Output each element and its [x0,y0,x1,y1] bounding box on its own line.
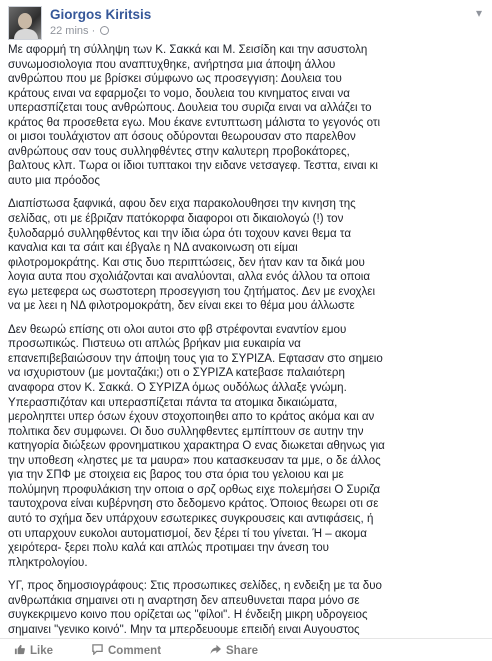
avatar[interactable] [8,6,42,40]
share-label: Share [226,645,258,657]
avatar-body [14,29,38,40]
author-name[interactable]: Giorgos Kiritsis [50,7,152,22]
post-meta [50,25,109,37]
post-time[interactable]: 22 mins [50,25,89,37]
thumbs-up-icon [14,644,25,655]
post-paragraph-3: Δεν θεωρώ επίσης οτι ολοι αυτοι στο φβ στρέφονται εναντίον εμου προσωπικώς. Πιστευω οτι απλώς βρήκαν μια ευκαιρία να επανεπιβεβαιώσουν την άποψη τους για το ΣΥΡΙΖΑ. Εφτασαν στο σημειο να ισχυριστουν (με μονταζάκι;) οτι ο ΣΥΡΙΖΑ κατεβασε παλαιότερη αναφορα στον Κ. Σακκά. Ο ΣΥΡΙΖΑ όμως ουδόλως άλλαξε γνώμη. Υπερασπιζόταν και υπερασπίζεται πάντα τα ατομικα δικαιώματα, μεροληπτει υπερ όσων έχουν στοχοποιηθει απο το κράτος ακόμα και αν πολιτικα δεν συμφωνει. Οι δυο συλληφθεντες εμπίπτουν σε αυτην την κατηγορία διώξεων φρονηματικου χαρακτηρα Ο ενας διωκεται αθηνως για την υποθεση «ληστες με τα μαυρα» που κατασκευσαν τα μμε, ο δε άλλος για την ΣΠΦ με στοιχεια εις βαρος του στα όρια του γελοιου και με πολύμηνη προφυλάκιση την οποια ο σρζ ορθως ειχε πολεμήσει Ο Συριζα ταυτοχρονα είναι κυβέρνηση στο δεδομενο κράτος. Όποιος θεωρει οτι σε αυτό το σχήμα δεν υπάρχουν εσωτερικες συγκρουσεις και αντιφάσεις, ή οτι υπαρχουν ευκολοι αυτοματισμοί, δεν ξέρει τί του γίνεται. Ή – ακομα χειρότερα- ξερει πολυ καλά και απλώς προτιμαει την άνεση του πληκτρολογίου. [8,323,385,569]
comment-icon [92,644,103,655]
like-button[interactable] [14,644,53,657]
post-header [8,6,484,40]
post-paragraph-2: Διαπίστωσα ξαφνικά, αφου δεν ειχα παρακολουθησει την κινηση της σελίδας, οτι με έβριζαν πατόκορφα διαφοροι οτι δικαιολογώ (!) τον ξυλοδαρμό συλληφθέντος και την ίδια ώρα ότι τοχουν κανει θεμα τα καναλια και τα σάιτ και έβγαλε η ΝΔ ανακοινωση οτι είμαι φιλοτρομοκράτης. Και στις δυο περιπτώσεις, δεν ήταν καν τα δικά μου λογια αυτα που σχολιάζονται και αναλύονται, αλλα ενός άλλου τα οποια εγω μετεφερα ως σωστοτερη προσεγγιση του ζητήματος. Δεν με ενοχλει να με λεει η ΝΔ φιλοτρομοκράτη, δεν είναι εκει το θέμα μου άλλωστε [8,198,376,313]
friends-audience-icon[interactable] [100,26,109,35]
post-body [8,43,480,643]
share-button[interactable] [210,644,258,657]
share-icon [210,644,221,655]
comment-button[interactable] [92,644,161,657]
post-paragraph-4: ΥΓ, προς δημοσιογράφους: Στις προσωπικες σελίδες, η ενδειξη με τα δυο ανθρωπάκια σημαινει οτι η αναρτηση δεν απευθυνεται παρα μόνο σε συγκεκριμενο κοινο που ορίζεται ως "φίλοι". Η ένδειξη μικρη υδρογειος σημαινει "γενικο κοινό". Μην τα μπερδευουμε επειδή ειναι Αυγουστος [8,580,382,636]
comment-label: Comment [108,645,162,657]
like-label: Like [30,645,54,657]
post-paragraph-1: Με αφορμή τη σύλληψη των Κ. Σακκά και Μ. Σεισίδη και την ασυστολη συνωμοσιολογια που αναπτυχθηκε, ανήρτησα μια άποψη άλλου ανθρώπου που με βρίσκει σύμφωνο ως προσεγγιση: Δουλεια του κράτους ειναι να εφαρμοζει το νομο, δουλεια του κινηματος ειναι να υπερασπίζεται τους ανθρώπους. Δουλεια του συριζα ειναι να αλλάζει το κράτος θα πρoσεθετα εγω. Μου έκανε εντυπτωση μάλιστα το γεγονός οτι οι μισοι τουλάχιστον απ όσους οδύρονται θεωρουσαν στο παρελθον ανθρώπους σαν τους συλληφθέντες στην καλυτερη προβοκάτορες, βαλτους κλπ. Τωρα οι ίδιοι τυπτακοι την ειδανε νετσαγεφ. Τεσττα, ειναι κι αυτο μια πρόοδος [8,44,381,187]
avatar-face [18,13,32,29]
post-actions-bar [0,638,492,661]
chevron-down-icon[interactable]: ▾ [475,6,482,20]
meta-separator: · [91,25,96,37]
